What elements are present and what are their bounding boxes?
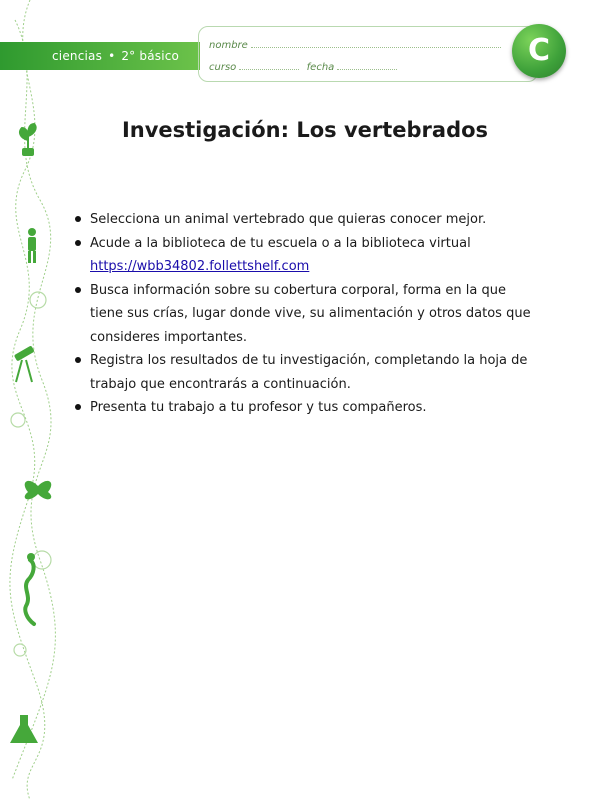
instruction-text: Registra los resultados de tu investigación, completando la hoja de trabajo que encontrarás a continuación. <box>90 353 528 392</box>
name-field[interactable] <box>251 39 501 48</box>
subject-badge: C <box>512 24 566 78</box>
course-field[interactable] <box>239 61 299 70</box>
instruction-text: Acude a la biblioteca de tu escuela o a la biblioteca virtual <box>90 235 471 251</box>
course-label: curso <box>209 62 237 73</box>
page-title: Investigación: Los vertebrados <box>121 118 489 142</box>
list-item <box>72 208 542 232</box>
list-item <box>72 349 542 396</box>
subject-label: ciencias <box>52 49 103 63</box>
grade-label: 2° básico <box>121 49 180 63</box>
list-item <box>72 396 542 420</box>
date-field[interactable] <box>337 61 397 70</box>
separator-dot: • <box>108 49 116 63</box>
instruction-text: Selecciona un animal vertebrado que quieras conocer mejor. <box>90 212 487 227</box>
list-item <box>72 232 542 279</box>
list-item <box>72 279 542 350</box>
library-link[interactable]: https://wbb34802.follettshelf.com <box>90 259 310 274</box>
instruction-text: Presenta tu trabajo a tu profesor y tus compañeros. <box>90 400 427 415</box>
instruction-text: Busca información sobre su cobertura corporal, forma en la que tiene sus crías, lugar donde vive, su alimentación y otros datos que consideres importantes. <box>90 282 531 345</box>
instructions-list <box>72 208 542 420</box>
date-label: fecha <box>306 62 335 73</box>
name-label: nombre <box>209 40 248 51</box>
student-info-box <box>198 26 538 82</box>
course-date-row <box>209 61 397 73</box>
subject-banner <box>0 42 200 70</box>
name-row <box>209 39 501 51</box>
